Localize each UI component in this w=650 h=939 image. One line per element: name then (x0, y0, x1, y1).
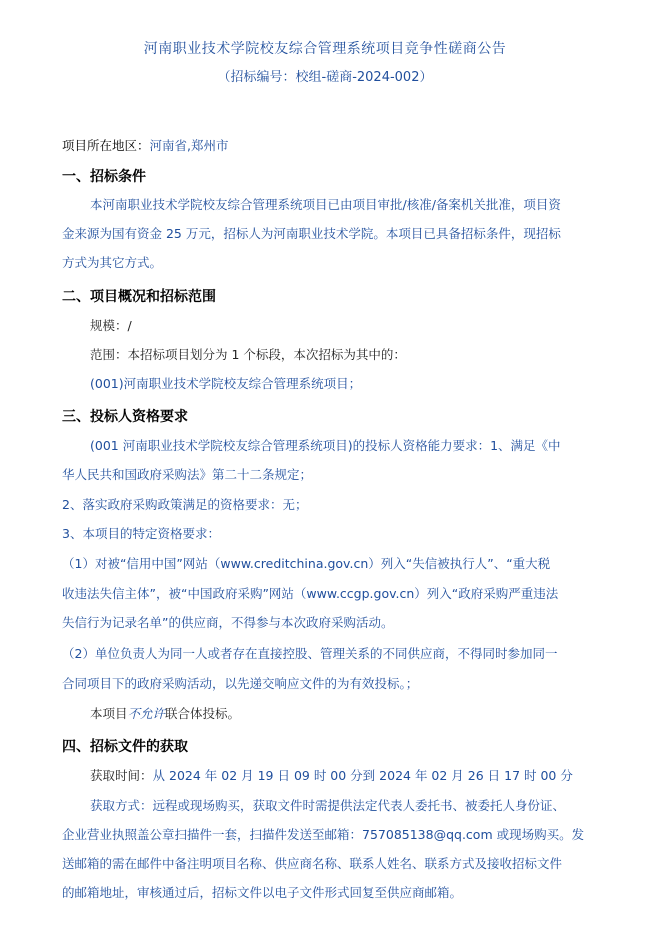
way-line2: 企业营业执照盖公章扫描件一套，扫描件发送至邮箱：757085138@qq.com 或现场购买。发 (62, 827, 585, 842)
consortium-prefix: 本项目 (90, 706, 128, 721)
consortium-line (90, 706, 240, 722)
sec1-para-line2: 金来源为国有资金 25 万元，招标人为河南职业技术学院。本项目已具备招标条件，现招标 (62, 226, 561, 241)
doc-title: 河南职业技术学院校友综合管理系统项目竞争性磋商公告 (143, 41, 507, 57)
location-value: 河南省,郑州市 (149, 138, 229, 153)
way-line3: 送邮箱的需在邮件中备注明项目名称、供应商名称、联系人姓名、联系方式及接收招标文件 (62, 856, 563, 871)
sec3-para4-line2: 收违法失信主体”，被“中国政府采购”网站（www.ccgp.gov.cn）列入“政府采购严重违法 (62, 586, 559, 601)
location-label: 项目所在地区： (62, 138, 150, 153)
sec3-para2: 2、落实政府采购政策满足的资格要求：无； (62, 497, 308, 512)
consortium-suffix: 联合体投标。 (165, 706, 241, 721)
time-label: 获取时间： (90, 768, 153, 783)
scale-line: 规模：/ (90, 318, 132, 333)
time-value: 从 2024 年 02 月 19 日 09 时 00 分到 2024 年 02 月 26 日 17 时 00 分 (152, 768, 573, 783)
sec3-para1-line1: (001 河南职业技术学院校友综合管理系统项目)的投标人资格能力要求：1、满足《中 (90, 438, 561, 453)
section2-heading: 二、项目概况和招标范围 (62, 289, 216, 305)
sec3-para4-line3: 失信行为记录名单”的供应商，不得参与本次政府采购活动。 (62, 615, 394, 630)
section3-heading: 三、投标人资格要求 (62, 409, 188, 425)
location-line (62, 138, 229, 154)
sec3-para4-line1: （1）对被“信用中国”网站（www.creditchina.gov.cn）列入“失信被执行人”、“重大税 (62, 556, 551, 571)
sec3-para1-line2: 华人民共和国政府采购法》第二十二条规定； (62, 467, 313, 482)
sec3-para5-line1: （2）单位负责人为同一人或者存在直接控股、管理关系的不同供应商，不得同时参加同一 (62, 646, 558, 661)
sec3-para5-line2: 合同项目下的政府采购活动，以先递交响应文件的为有效投标。； (62, 676, 419, 691)
sec1-para-line3: 方式为其它方式。 (62, 255, 163, 270)
lot-line: (001)河南职业技术学院校友综合管理系统项目； (90, 376, 362, 391)
way-line1: 获取方式：远程或现场购买，获取文件时需提供法定代表人委托书、被委托人身份证、 (90, 798, 566, 813)
section1-heading: 一、招标条件 (62, 169, 146, 185)
sec1-para-line1: 本河南职业技术学院校友综合管理系统项目已由项目审批/核准/备案机关批准，项目资 (90, 197, 561, 212)
consortium-value: 不允许 (127, 706, 166, 721)
scope-line: 范围：本招标项目划分为 1 个标段，本次招标为其中的： (90, 347, 406, 362)
way-line4: 的邮箱地址，审核通过后，招标文件以电子文件形式回复至供应商邮箱。 (62, 885, 463, 900)
section4-heading: 四、招标文件的获取 (62, 739, 188, 755)
sec3-para3: 3、本项目的特定资格要求： (62, 526, 220, 541)
doc-subtitle: （招标编号：校组-磋商-2024-002） (217, 70, 433, 85)
time-line (90, 768, 573, 784)
